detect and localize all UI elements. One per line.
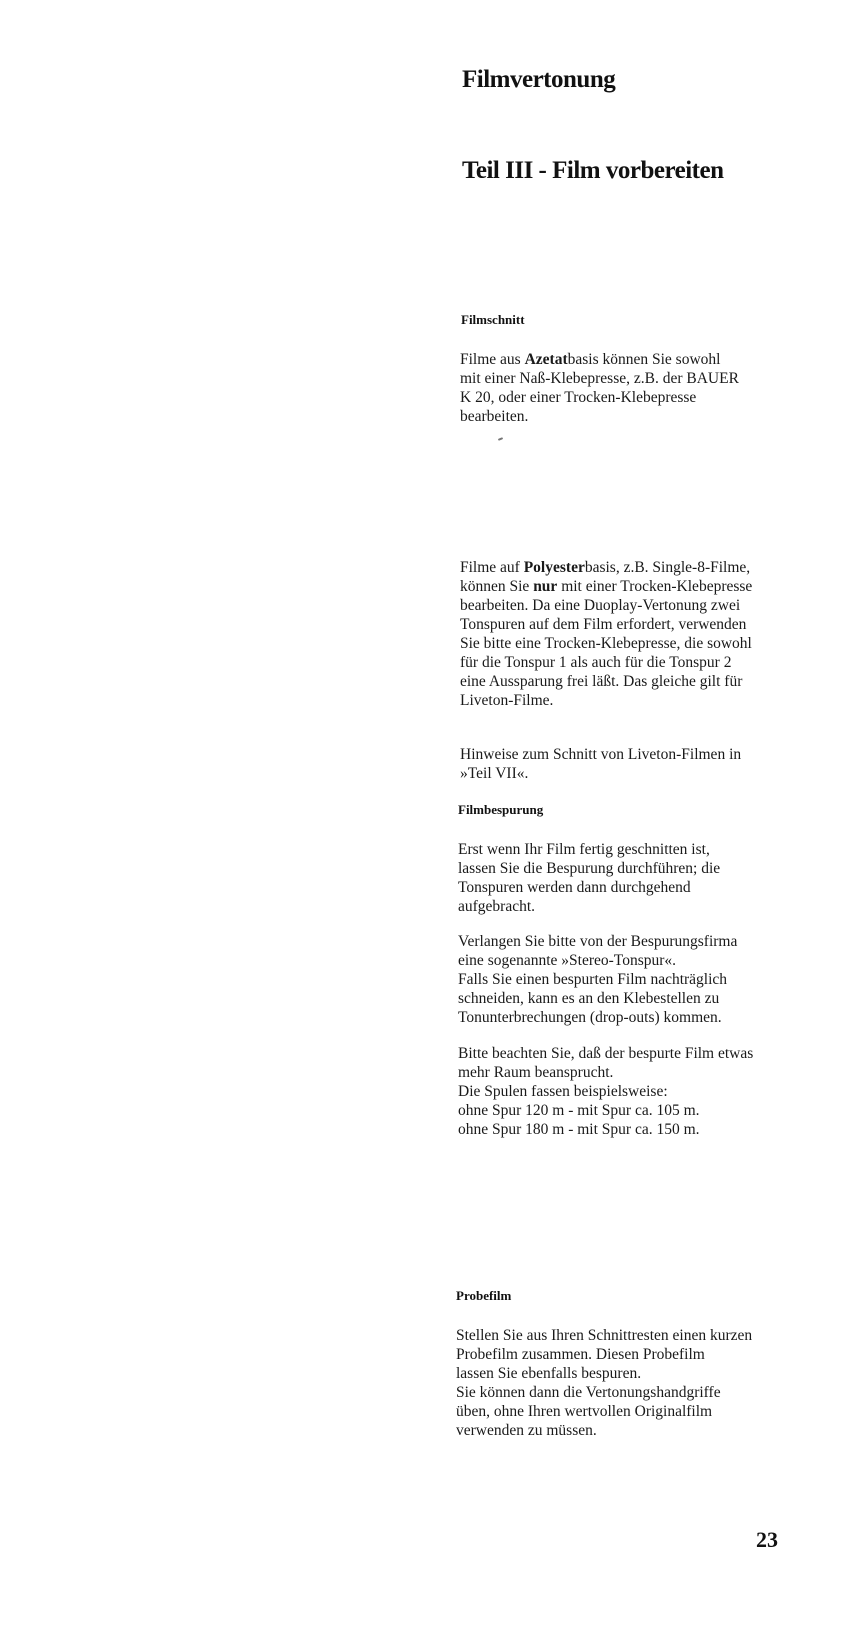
probefilm-paragraph-1: Stellen Sie aus Ihren Schnittresten einen kurzen Probefilm zusammen. Diesen Probefilm lassen Sie ebenfalls bespuren. Sie können dann die Vertonungshandgriffe üben, ohne Ihren wertvollen Originalfilm verwenden zu müssen. [456,1327,753,1439]
filmbespurung-paragraph-2: Verlangen Sie bitte von der Bespurungsfirma eine sogenannte »Stereo-Tonspur«. Falls Sie einen bespurten Film nachträglich schneiden, kann es an den Klebestellen zu Tonunterbrechungen (drop-outs) kommen. [458,933,738,1026]
filmbespurung-paragraph-3: Bitte beachten Sie, daß der bespurte Film etwas mehr Raum beansprucht. Die Spulen fassen beispielsweise: ohne Spur 120 m - mit Spur ca. 105 m. ohne Spur 180 m - mit Spur ca. 150 m. [458,1045,754,1138]
text-run: mit einer Trocken-Klebepresse bearbeiten. Da eine Duoplay-Vertonung zwei Tonspuren auf dem Film erfordert, verwenden Sie bitte eine Trocken-Klebepresse, die sowohl für die Tonspur 1 als auch für die Tonspur 2 eine Aussparung frei läßt. Das gleiche gilt für Liveton-Filme. [460,578,753,709]
page-subtitle: Teil III - Film vorbereiten [462,157,724,184]
section-heading-filmschnitt: Filmschnitt [461,312,525,327]
bold-term-polyester: Polyester [523,559,585,576]
scan-speck [498,437,503,441]
page-title: Filmvertonung [462,66,616,93]
text-run: Filme auf [460,559,524,576]
text-run: basis, z.B. Single-8-Filme, können Sie [460,559,751,595]
filmschnitt-paragraph-1 [460,350,800,426]
text-run: basis können Sie sowohl mit einer Naß-Klebepresse, z.B. der BAUER K 20, oder einer Trocken-Klebepresse bearbeiten. [460,351,739,425]
bold-term-nur: nur [533,578,558,595]
filmschnitt-paragraph-2 [460,558,805,710]
filmschnitt-paragraph-3: Hinweise zum Schnitt von Liveton-Filmen in »Teil VII«. [460,746,742,782]
bold-term-azetat: Azetat [524,351,568,368]
page-number: 23 [756,1527,778,1552]
text-run: Filme aus [460,351,525,368]
section-heading-probefilm: Probefilm [456,1288,512,1303]
filmbespurung-paragraph-1: Erst wenn Ihr Film fertig geschnitten ist, lassen Sie die Bespurung durchführen; die Tonspuren werden dann durchgehend aufgebracht. [458,841,721,915]
section-heading-filmbespurung: Filmbespurung [458,802,544,817]
